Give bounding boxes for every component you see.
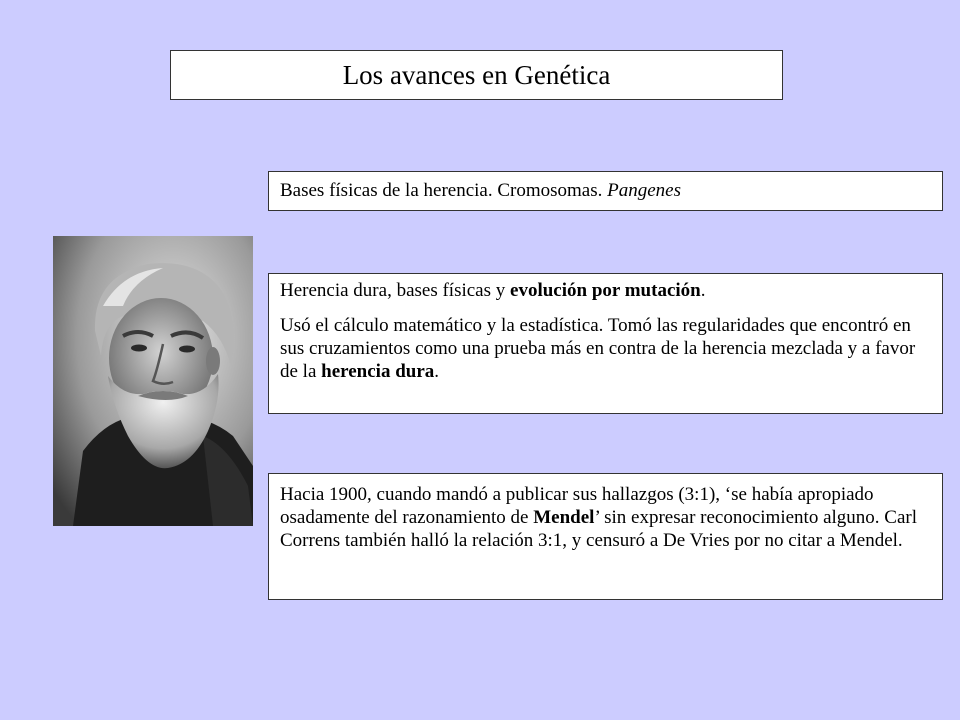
slide-title (170, 50, 783, 100)
p1-end: . (700, 280, 706, 301)
herencia-paragraph-1 (280, 279, 931, 302)
mendel-bold: Mendel (533, 507, 595, 528)
p2-start: Usó el cálculo matemático y la estadística. Tomó las regularidades que encontró en sus cruzamientos como una prueba más en contra de la herencia mezclada y a favor de la (280, 315, 916, 382)
portrait-image (53, 236, 253, 526)
box3-start: Hacia 1900, cuando mandó a publicar sus hallazgos (3:1), ‘se había apropiado osadamente del razonamiento de (280, 484, 874, 528)
text-box-herencia (268, 273, 943, 414)
text-box-hacia-1900 (268, 473, 943, 600)
text-box-bases (268, 171, 943, 211)
p2-end: . (434, 361, 440, 382)
hacia-1900-text (280, 484, 917, 551)
slide-title-text: Los avances en Genética (342, 59, 611, 90)
herencia-paragraph-2 (280, 314, 931, 383)
p1-bold: evolución por mutación (510, 280, 701, 301)
pangenes-italic: Pangenes (607, 180, 682, 201)
p2-bold: herencia dura (321, 361, 435, 382)
bases-text-plain: Bases físicas de la herencia. Cromosomas. (280, 180, 608, 201)
box3-end: ’ sin expresar reconocimiento alguno. Carl Correns también halló la relación 3:1, y censuró a De Vries por no citar a Mendel. (280, 507, 917, 551)
p1-start: Herencia dura, bases físicas y (280, 280, 511, 301)
bases-text (280, 180, 681, 202)
